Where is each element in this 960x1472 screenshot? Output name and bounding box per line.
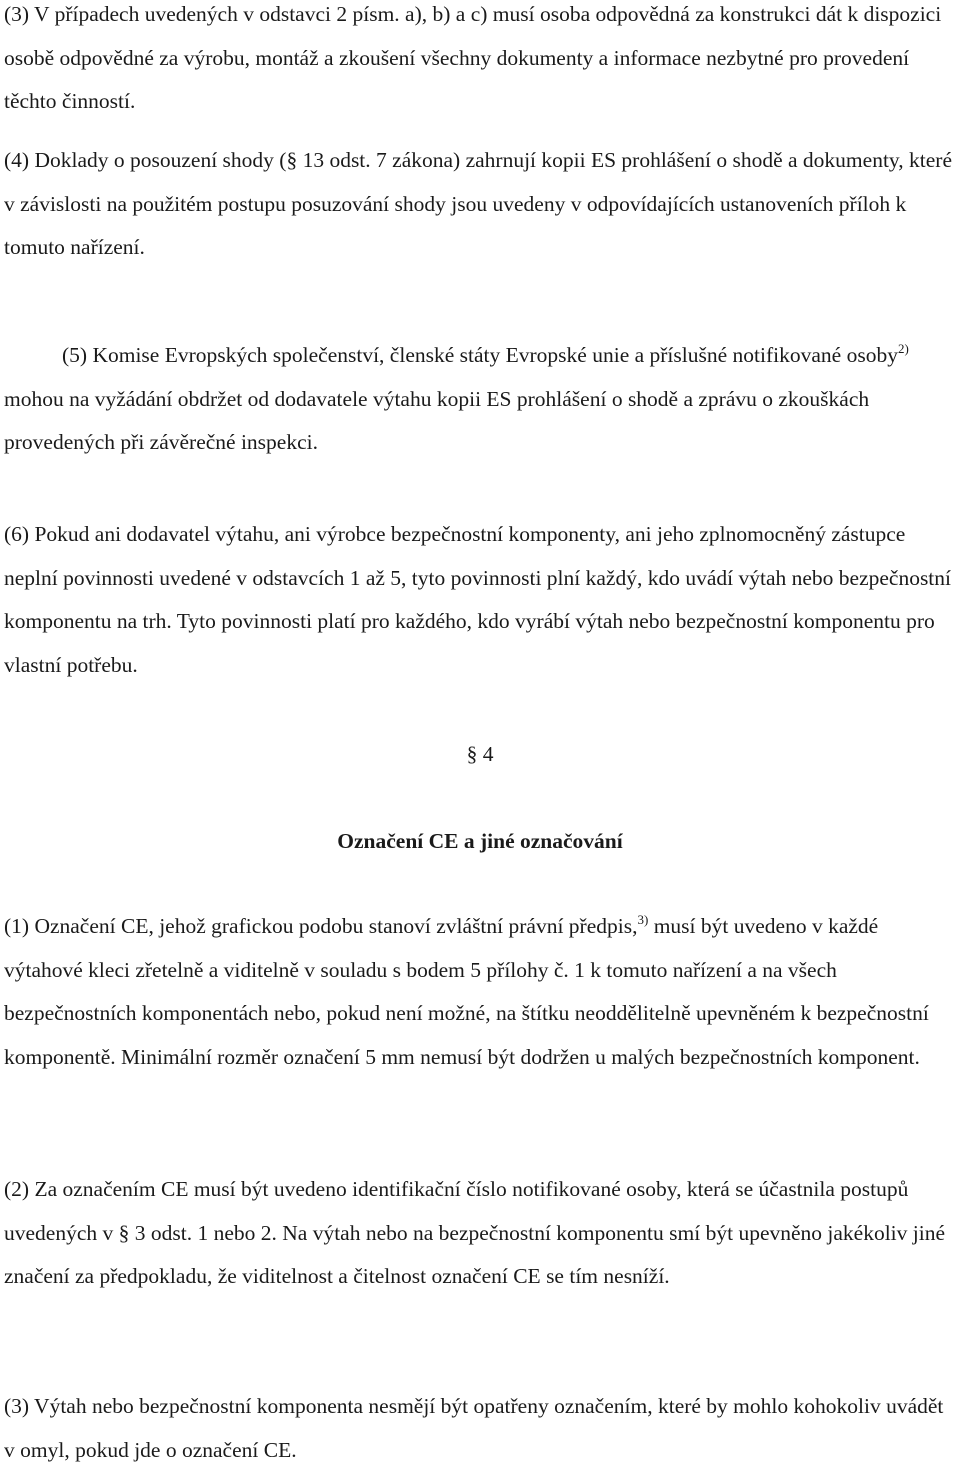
section-number: § 4: [466, 742, 494, 766]
clause-1-text-start: (1) Označení CE, jehož grafickou podobu stanoví zvláštní právní předpis,: [4, 914, 638, 938]
paragraph-5-text-end: mohou na vyžádání obdržet od dodavatele výtahu kopii ES prohlášení o shodě a zprávu o zkouškách provedených při závěrečné inspekci.: [4, 386, 870, 454]
paragraph-3-responsibility: (3) V případech uvedených v odstavci 2 písm. a), b) a c) musí osoba odpovědná za konstrukci dát k dispozici osobě odpovědné za výrobu, montáž a zkoušení všechny dokumenty a informace nezbytné pro provedení těchto činností.: [4, 2, 942, 113]
paragraph-6-obligations: (6) Pokud ani dodavatel výtahu, ani výrobce bezpečnostní komponenty, ani jeho zplnomocněný zástupce neplní povinnosti uvedené v odstavcích 1 až 5, tyto povinnosti plní každý, kdo uvádí výtah nebo bezpečnostní komponentu na trh. Tyto povinnosti platí pro každého, kdo vyrábí výtah nebo bezpečnostní komponentu pro vlastní potřebu.: [4, 522, 952, 677]
footnote-ref-2: 2): [897, 341, 909, 356]
clause-2-identification-number: (2) Za označením CE musí být uvedeno identifikační číslo notifikované osoby, která se účastnila postupů uvedených v § 3 odst. 1 nebo 2. Na výtah nebo na bezpečnostní komponentu smí být upevněno jakékoliv jiné značení za předpokladu, že viditelnost a čitelnost označení CE se tím nesníží.: [4, 1177, 946, 1288]
paragraph-5-commission: [4, 334, 956, 465]
footnote-ref-3: 3): [637, 912, 649, 927]
paragraph-4-conformity-documents: (4) Doklady o posouzení shody (§ 13 odst. 7 zákona) zahrnují kopii ES prohlášení o shodě a dokumenty, které v závislosti na použitém postupu posuzování shody jsou uvedeny v odpovídajících ustanoveních příloh k tomuto nařízení.: [4, 148, 952, 259]
clause-1-text-end: musí být uvedeno v každé výtahové kleci zřetelně a viditelně v souladu s bodem 5 přílohy č. 1 k tomuto nařízení a na všech bezpečnostních komponentách nebo, pokud není možné, na štítku neoddělitelně upevněném k bezpečnostní komponentě. Minimální rozměr označení 5 mm nemusí být dodržen u malých bezpečnostních komponent.: [4, 914, 929, 1069]
section-title: Označení CE a jiné označování: [337, 829, 623, 853]
clause-1-ce-marking: [4, 905, 956, 1079]
clause-3-misleading-marking: (3) Výtah nebo bezpečnostní komponenta nesmějí být opatřeny označením, které by mohlo kohokoliv uvádět v omyl, pokud jde o označení CE.: [4, 1394, 944, 1462]
paragraph-5-text-start: (5) Komise Evropských společenství, členské státy Evropské unie a příslušné notifikované osoby: [62, 343, 898, 367]
